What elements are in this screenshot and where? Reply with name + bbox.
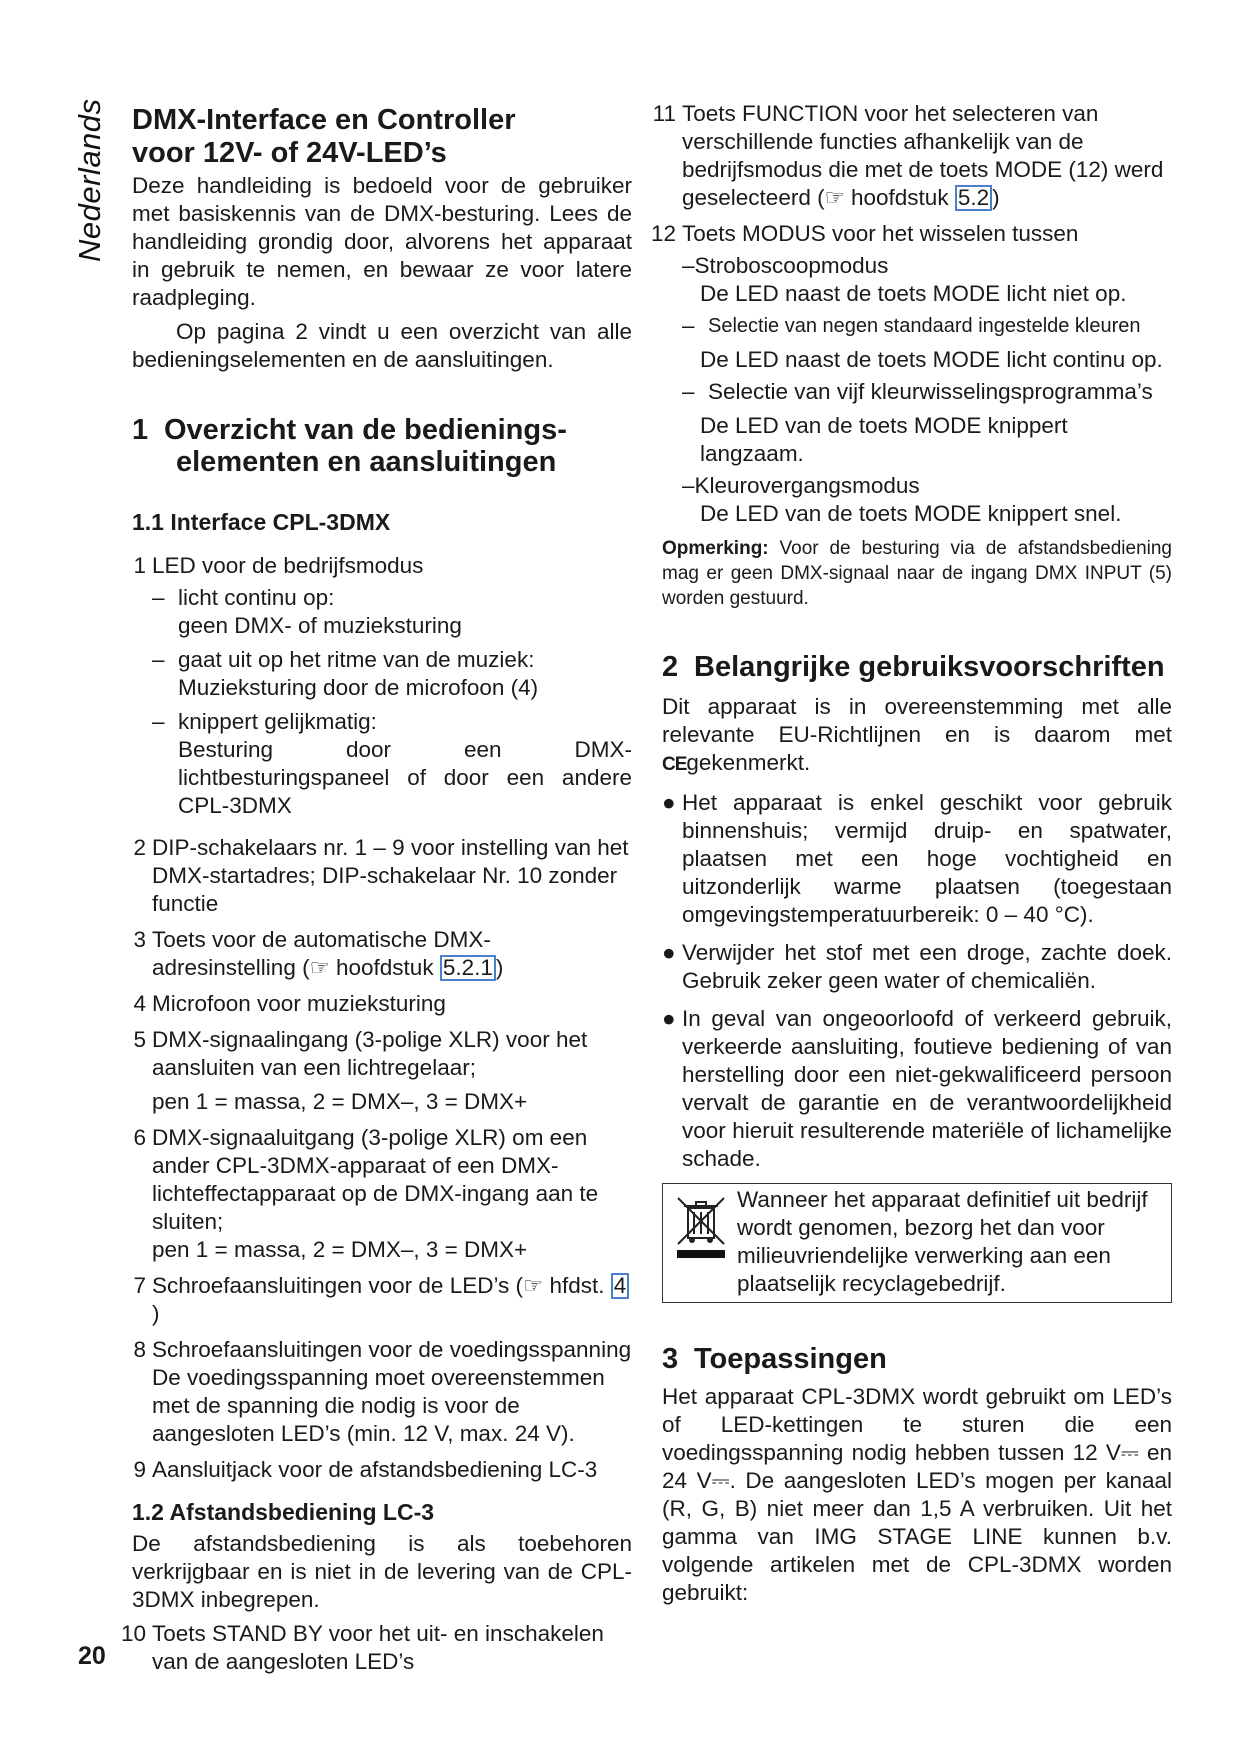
- intro-paragraph-2: Op pagina 2 vindt u een overzicht van alle bedieningselementen en de aansluitingen.: [132, 319, 632, 372]
- crossed-bin-icon: [669, 1186, 733, 1298]
- left-column: [120, 100, 632, 1684]
- disposal-notice: Wanneer het apparaat definitief uit bedrijf wordt genomen, bezorg het dan voor milieuvriendelijke verwerking aan een plaatselijk recyclagebedrijf.: [662, 1183, 1172, 1303]
- section-2-intro: Dit apparaat is in overeenstemming met alle relevante EU-Richtlijnen en is daarom met CEgekenmerkt.: [662, 694, 1172, 775]
- list-item: 5 DMX-signaalingang (3-polige XLR) voor het aansluiten van een lichtregelaar; pen 1 = massa, 2 = DMX–, 3 = DMX+: [133, 1027, 588, 1114]
- subsection-1-1-heading: 1.1 Interface CPL-3DMX: [132, 509, 391, 535]
- cross-reference-link[interactable]: 5.2.1: [440, 955, 496, 981]
- section-3-paragraph: Het apparaat CPL-3DMX wordt gebruikt om LED’s of LED-kettingen te sturen die een voedingsspanning nodig hebben tussen 12 V⎓ en 24 V⎓. De aangesloten LED’s mogen per kanaal (R, G, B) niet meer dan 1,5 A verbruiken. Uit het gamma van IMG STAGE LINE kunnen b.v. volgende artikelen met de CPL-3DMX worden gebruikt:: [662, 1384, 1172, 1605]
- list-item: 3 Toets voor de automatische DMX-adresinstelling (☞ hoofdstuk 5.2.1 ): [133, 927, 504, 980]
- right-column: [650, 100, 1172, 1613]
- list-item: 8 Schroefaansluitingen voor de voedingsspanning De voedingsspanning moet overeenstemmen met de spanning die nodig is voor de aangesloten LED’s (min. 12 V, max. 24 V).: [133, 1337, 632, 1446]
- remote-paragraph: De afstandsbediening is als toebehoren verkrijgbaar en is niet in de levering van de CPL-3DMX inbegrepen.: [132, 1531, 632, 1612]
- ce-mark: CE: [662, 754, 687, 775]
- list-item: ● Verwijder het stof met een droge, zachte doek. Gebruik zeker geen water of chemicaliën.: [662, 940, 1172, 993]
- page-number: 20: [78, 1642, 106, 1670]
- list-item: 1 LED voor de bedrijfsmodus – licht continu op: geen DMX- of muzieksturing – gaat uit op het ritme van de muziek: Muzieksturing door de microfoon (4) – knippert gelijkmatig: Besturing door een DMX-lichtbesturingspaneel of door een andere CPL-3DMX: [133, 553, 632, 818]
- list-item: 10 Toets STAND BY voor het uit- en inschakelen van de aangesloten LED’s: [120, 1621, 604, 1674]
- subsection-1-2-heading: 1.2 Afstandsbediening LC-3: [132, 1499, 435, 1525]
- list-item: 7 Schroefaansluitingen voor de LED’s (☞ hfdst. 4): [132, 1272, 632, 1328]
- list-item: 6 DMX-signaaluitgang (3-polige XLR) om een ander CPL-3DMX-apparaat of een DMX-lichteffectapparaat op de DMX-ingang aan te sluiten; pen 1 = massa, 2 = DMX–, 3 = DMX+: [133, 1125, 599, 1262]
- section-3-heading: 3 Toepassingen: [662, 1343, 887, 1375]
- section-2-heading: 2 Belangrijke gebruiksvoorschriften: [662, 651, 1165, 683]
- page-title: DMX-Interface en Controller voor 12V- of 24V-LED’s: [132, 104, 516, 169]
- list-item: 12 Toets MODUS voor het wisselen tussen –Stroboscoopmodus De LED naast de toets MODE licht niet op. – Selectie van negen standaard ingestelde kleuren De LED naast de toets MODE licht continu op. – Selectie van vijf kleurwisselingsprogramma’s De LED van de toets MODE knippert langzaam. –Kleurovergangsmodus De LED van de toets MODE knippert snel.: [650, 221, 1163, 526]
- section-1-heading: 1 Overzicht van de bedienings- elementen en aansluitingen: [132, 414, 567, 478]
- note: Opmerking: Voor de besturing via de afstandsbediening mag er geen DMX-signaal naar de ingang DMX INPUT (5) worden gestuurd.: [662, 538, 1172, 609]
- list-item: 11 Toets FUNCTION voor het selecteren van verschillende functies afhankelijk van de bedrijfsmodus die met de toets MODE (12) werd geselecteerd (☞ hoofdstuk 5.2 ): [652, 101, 1164, 210]
- cross-reference-link[interactable]: 4: [611, 1273, 630, 1299]
- list-item: 9 Aansluitjack voor de afstandsbediening LC-3: [133, 1457, 598, 1482]
- list-item: 4 Microfoon voor muzieksturing: [133, 991, 446, 1016]
- language-label: Nederlands: [72, 98, 107, 262]
- list-item: ● Het apparaat is enkel geschikt voor gebruik binnenshuis; vermijd druip- en spatwater, plaatsen met een hoge vochtigheid en uitzonderlijk warme plaatsen (toegestaan omgevingstemperatuurbereik: 0 – 40 °C).: [662, 790, 1172, 927]
- list-item: 2 DIP-schakelaars nr. 1 – 9 voor instelling van het DMX-startadres; DIP-schakelaar Nr. 10 zonder functie: [133, 835, 629, 916]
- cross-reference-link[interactable]: 5.2: [955, 185, 992, 211]
- intro-paragraph: Deze handleiding is bedoeld voor de gebruiker met basiskennis van de DMX-besturing. Lees de handleiding grondig door, alvorens het apparaat in gebruik te nemen, en bewaar ze voor latere raadpleging.: [132, 173, 632, 310]
- list-item: ● In geval van ongeoorloofd of verkeerd gebruik, verkeerde aansluiting, foutieve bediening of van herstelling door een niet-gekwalificeerd persoon vervalt de garantie en de verantwoordelijkheid voor hieruit resulterende materiële of lichamelijke schade.: [662, 1006, 1172, 1171]
